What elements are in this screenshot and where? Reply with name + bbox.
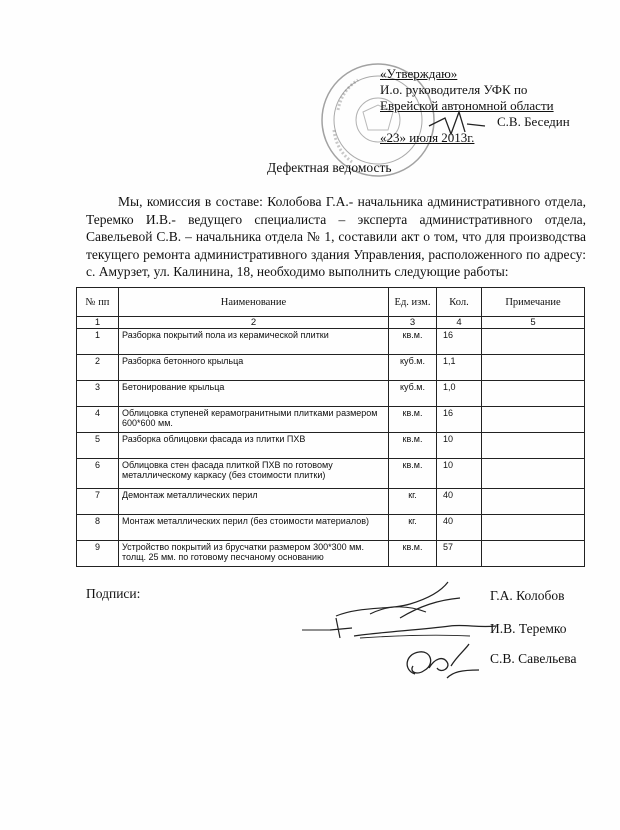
row-number: 7 [77, 489, 119, 515]
row-unit: куб.м. [389, 381, 437, 407]
row-qty: 16 [437, 407, 482, 433]
row-name: Облицовка стен фасада плиткой ПХВ по готовому металлическому каркасу (без стоимости плитки) [119, 459, 389, 489]
row-number: 6 [77, 459, 119, 489]
table-row [77, 541, 585, 567]
col-header-number: № пп [77, 288, 119, 317]
row-qty: 10 [437, 459, 482, 489]
approval-signature [425, 104, 505, 140]
row-unit: кг. [389, 489, 437, 515]
signer-name: С.В. Савельева [490, 651, 577, 666]
document-title: Дефектная ведомость [267, 160, 392, 175]
table-header-row [77, 288, 585, 317]
row-unit: кв.м. [389, 433, 437, 459]
col-header-note: Примечание [482, 288, 585, 317]
table-row [77, 459, 585, 489]
row-qty: 57 [437, 541, 482, 567]
row-number: 9 [77, 541, 119, 567]
col-number: 5 [482, 317, 585, 329]
table-row [77, 515, 585, 541]
row-note [482, 433, 585, 459]
row-unit: куб.м. [389, 355, 437, 381]
approval-signer: С.В. Беседин [497, 114, 570, 129]
col-number: 3 [389, 317, 437, 329]
row-qty: 10 [437, 433, 482, 459]
row-note [482, 459, 585, 489]
table-row [77, 407, 585, 433]
col-number: 4 [437, 317, 482, 329]
row-unit: кв.м. [389, 541, 437, 567]
row-unit: кв.м. [389, 329, 437, 355]
row-qty: 1,0 [437, 381, 482, 407]
row-note [482, 407, 585, 433]
row-unit: кв.м. [389, 407, 437, 433]
row-name: Разборка покрытий пола из керамической плитки [119, 329, 389, 355]
row-qty: 40 [437, 489, 482, 515]
signer-name: И.В. Теремко [490, 621, 567, 636]
col-header-name: Наименование [119, 288, 389, 317]
approval-organization: Еврейской автономной области [380, 98, 554, 113]
row-name: Разборка бетонного крыльца [119, 355, 389, 381]
table-row [77, 329, 585, 355]
row-name: Монтаж металлических перил (без стоимости материалов) [119, 515, 389, 541]
col-header-qty: Кол. [437, 288, 482, 317]
row-note [482, 329, 585, 355]
row-qty: 1,1 [437, 355, 482, 381]
table-row [77, 381, 585, 407]
intro-paragraph [86, 193, 586, 281]
row-unit: кг. [389, 515, 437, 541]
row-number: 3 [77, 381, 119, 407]
col-header-unit: Ед. изм. [389, 288, 437, 317]
table-row [77, 355, 585, 381]
row-note [482, 381, 585, 407]
signatures-label: Подписи: [86, 586, 141, 601]
approval-date: «23» июля 2013г. [380, 130, 475, 145]
row-name: Разборка облицовки фасада из плитки ПХВ [119, 433, 389, 459]
table-row [77, 433, 585, 459]
col-number: 2 [119, 317, 389, 329]
row-number: 1 [77, 329, 119, 355]
row-note [482, 541, 585, 567]
row-name: Бетонирование крыльца [119, 381, 389, 407]
row-number: 5 [77, 433, 119, 459]
row-note [482, 515, 585, 541]
row-note [482, 355, 585, 381]
approval-position: И.о. руководителя УФК по [380, 82, 528, 97]
defects-table [76, 287, 585, 567]
row-name: Демонтаж металлических перил [119, 489, 389, 515]
row-name: Устройство покрытий из брусчатки размером 300*300 мм. толщ. 25 мм. по готовому песчаному основанию [119, 541, 389, 567]
row-number: 2 [77, 355, 119, 381]
row-qty: 40 [437, 515, 482, 541]
column-number-row [77, 317, 585, 329]
signer-name: Г.А. Колобов [490, 588, 565, 603]
row-name: Облицовка ступеней керамогранитными плитками размером 600*600 мм. [119, 407, 389, 433]
col-number: 1 [77, 317, 119, 329]
intro-text: Мы, комиссия в составе: Колобова Г.А.- начальника административного отдела, Теремко И.В.- ведущего специалиста – эксперта административного отдела, Савельевой С.В. – начальника отдела № 1, составили акт о том, что для производства текущего ремонта административного здания Управления, расположенного по адресу: с. Амурзет, ул. Калинина, 18, необходимо выполнить следующие работы: [86, 194, 586, 279]
row-qty: 16 [437, 329, 482, 355]
row-number: 4 [77, 407, 119, 433]
row-unit: кв.м. [389, 459, 437, 489]
approval-heading: «Утверждаю» [380, 66, 458, 81]
row-number: 8 [77, 515, 119, 541]
table-row [77, 489, 585, 515]
signature-savelyeva [395, 640, 485, 686]
row-note [482, 489, 585, 515]
